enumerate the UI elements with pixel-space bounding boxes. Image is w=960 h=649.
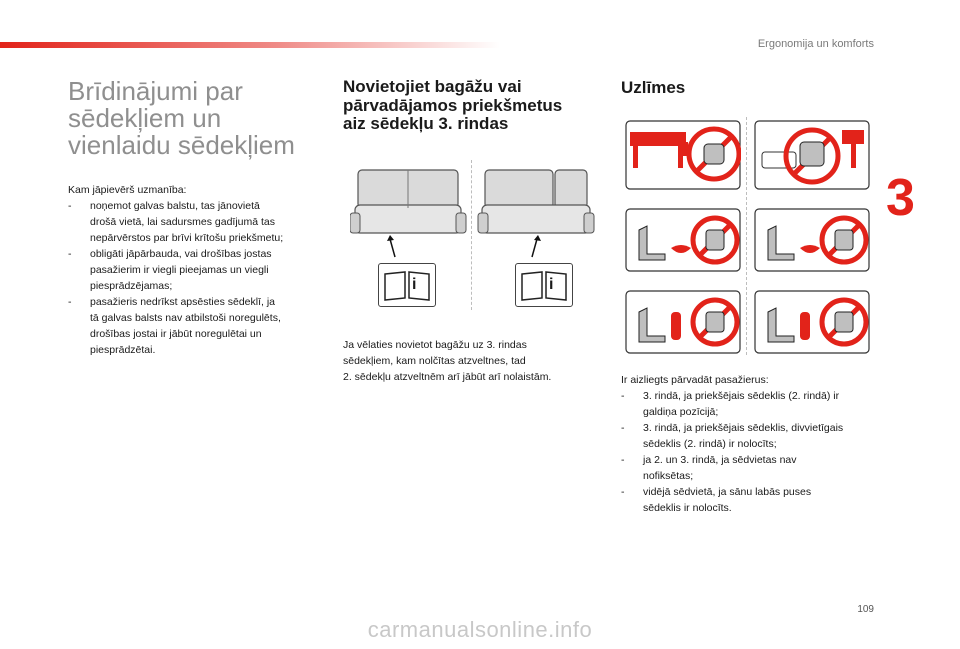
- stickers-divider: [746, 117, 747, 355]
- bullet-line: obligāti jāpārbauda, vai drošības jostas: [90, 248, 272, 260]
- bullet-line: drošības jostai ir jābūt noregulētai un: [90, 328, 262, 340]
- arrow-right: [532, 239, 537, 257]
- sticker-side-seat-folded: [625, 290, 741, 354]
- bullet-line: drošā vietā, lai sadursmes gadījumā tas: [90, 216, 276, 228]
- list-item: [621, 484, 883, 516]
- bullet-line: 3. rindā, ja priekšējais sēdeklis, divvietīgais: [643, 422, 844, 434]
- col1-title-line: vienlaidu sēdekļiem: [68, 130, 295, 160]
- col1-title: [68, 78, 328, 159]
- chapter-number: 3: [886, 169, 915, 227]
- bullet-dash: -: [68, 296, 72, 308]
- col2-title: [343, 78, 603, 134]
- list-item: [621, 388, 883, 420]
- list-item: [621, 420, 883, 452]
- bullet-dash: -: [621, 422, 625, 434]
- bullet-line: pasažierim ir viegli pieejamas un viegli: [90, 264, 269, 276]
- bullet-line: sēdeklis (2. rindā) ir nolocīts;: [643, 438, 777, 450]
- col2-line: Ja vēlaties novietot bagāžu uz 3. rindas: [343, 339, 527, 351]
- bullet-line: galdiņa pozīcijā;: [643, 406, 719, 418]
- col2-title-line: aiz sēdekļu 3. rindas: [343, 114, 509, 133]
- page-number: 109: [857, 604, 874, 615]
- bullet-line: vidējā sēdvietā, ja sānu labās puses: [643, 486, 812, 498]
- info-letter: i: [412, 276, 417, 293]
- sticker-table-position: [625, 120, 741, 190]
- bullet-dash: -: [621, 486, 625, 498]
- bullet-line: tā galvas balsts nav atbilstoši noregulēts,: [90, 312, 281, 324]
- third-row-seats-right: [478, 170, 594, 233]
- watermark: carmanualsonline.info: [367, 617, 593, 642]
- col3-body: [621, 372, 883, 516]
- bullet-dash: -: [621, 390, 625, 402]
- sticker-folded-seat: [754, 120, 870, 190]
- list-item: [621, 452, 883, 484]
- col1-title-line: sēdekļiem un: [68, 103, 222, 133]
- sticker-unlocked-seat-alt: [754, 208, 870, 272]
- bullet-line: 3. rindā, ja priekšējais sēdeklis (2. rindā) ir: [643, 390, 840, 402]
- col1-body: [68, 182, 333, 358]
- arrow-left: [390, 239, 395, 257]
- manual-book-icon: [515, 263, 573, 307]
- col1-title-line: Brīdinājumi par: [68, 76, 243, 106]
- manual-book-icon: [378, 263, 436, 307]
- sticker-side-seat-folded-alt: [754, 290, 870, 354]
- col3-intro: Ir aizliegts pārvadāt pasažierus:: [621, 374, 769, 386]
- bullet-line: noņemot galvas balstu, tas jānovietā: [90, 200, 260, 212]
- bullet-dash: -: [621, 454, 625, 466]
- bullet-line: ja 2. un 3. rindā, ja sēdvietas nav: [643, 454, 797, 466]
- col2-title-line: Novietojiet bagāžu vai: [343, 77, 522, 96]
- header-accent-bar: [0, 42, 500, 48]
- list-item: [68, 246, 333, 294]
- col2-line: sēdekļiem, kam nolčītas atzveltnes, tad: [343, 355, 526, 367]
- col2-body: [343, 337, 593, 385]
- bullet-line: piesprādzētai.: [90, 344, 156, 356]
- bullet-line: nofiksētas;: [643, 470, 694, 482]
- col2-line: 2. sēdekļu atzveltnēm arī jābūt arī nolaistām.: [343, 371, 552, 383]
- bullet-line: nepārvērstos par brīvi krītošu priekšmetu;: [90, 232, 284, 244]
- col1-intro: Kam jāpievērš uzmanība:: [68, 184, 187, 196]
- bullet-line: pasažieris nedrīkst apsēsties sēdeklī, ja: [90, 296, 276, 308]
- bullet-dash: -: [68, 248, 72, 260]
- third-row-seats-left: [350, 170, 466, 233]
- bullet-line: piesprādzējamas;: [90, 280, 173, 292]
- section-title: Ergonomija un komforts: [757, 38, 874, 50]
- sticker-unlocked-seat: [625, 208, 741, 272]
- list-item: [68, 294, 333, 358]
- bullet-line: sēdeklis ir nolocīts.: [643, 502, 732, 514]
- bullet-dash: -: [68, 200, 72, 212]
- col2-title-line: pārvadājamos priekšmetus: [343, 95, 563, 115]
- col3-title: Uzlīmes: [621, 78, 686, 97]
- info-letter: i: [549, 276, 554, 293]
- list-item: [68, 198, 333, 246]
